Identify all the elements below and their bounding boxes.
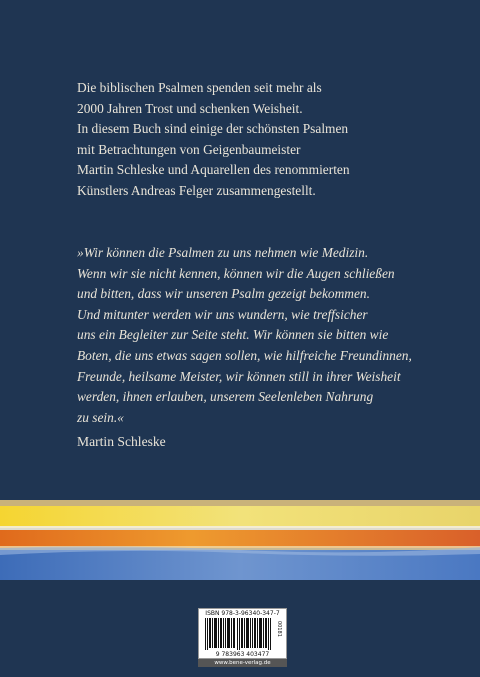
quote-author: Martin Schleske — [77, 434, 166, 449]
publisher-url: www.bene-verlag.de — [198, 659, 287, 667]
quote-line: »Wir können die Psalmen zu uns nehmen wie Medizin. — [77, 245, 369, 260]
quote-paragraph — [77, 243, 467, 428]
quote-line: werden, ihnen erlauben, unserem Seelenleben Nahrung — [77, 389, 374, 405]
quote-line: Boten, die uns etwas sagen sollen, wie hilfreiche Freundinnen, — [77, 347, 412, 363]
blurb-line: 2000 Jahren Trost und schenken Weisheit. — [77, 100, 303, 116]
quote-line: Freunde, heilsame Meister, wir können still in ihrer Weisheit — [77, 368, 401, 384]
quote-line: zu sein.« — [77, 409, 124, 425]
blurb-line: Künstlers Andreas Felger zusammengestellt. — [77, 182, 316, 198]
blurb-line: In diesem Buch sind einige der schönsten Psalmen — [77, 121, 349, 137]
barcode-sticker — [198, 608, 287, 659]
blurb-line: mit Betrachtungen von Geigenbaumeister — [77, 141, 301, 157]
barcode-bars — [205, 618, 273, 650]
art-yellow-stripe — [0, 506, 480, 528]
quote-line: Und mitunter werden wir uns wundern, wie treffsicher — [77, 306, 368, 322]
barcode-side-code: 00181 — [276, 621, 282, 637]
quote-line: uns ein Begleiter zur Seite steht. Wir können sie bitten wie — [77, 327, 389, 343]
watercolor-art-band — [0, 500, 480, 580]
blurb-line: Die biblischen Psalmen spenden seit mehr als — [77, 80, 322, 95]
isbn-text: ISBN 978-3-96340-347-7 — [205, 610, 280, 617]
blurb-paragraph — [77, 78, 457, 202]
quote-line: Wenn wir sie nicht kennen, können wir die Augen schließen — [77, 265, 395, 281]
art-orange-stripe — [0, 530, 480, 548]
blurb-line: Martin Schleske und Aquarellen des renommierten — [77, 162, 350, 178]
barcode-digits: 9 783963 403477 — [215, 651, 270, 658]
quote-line: und bitten, dass wir unseren Psalm gezeigt bekommen. — [77, 286, 370, 302]
